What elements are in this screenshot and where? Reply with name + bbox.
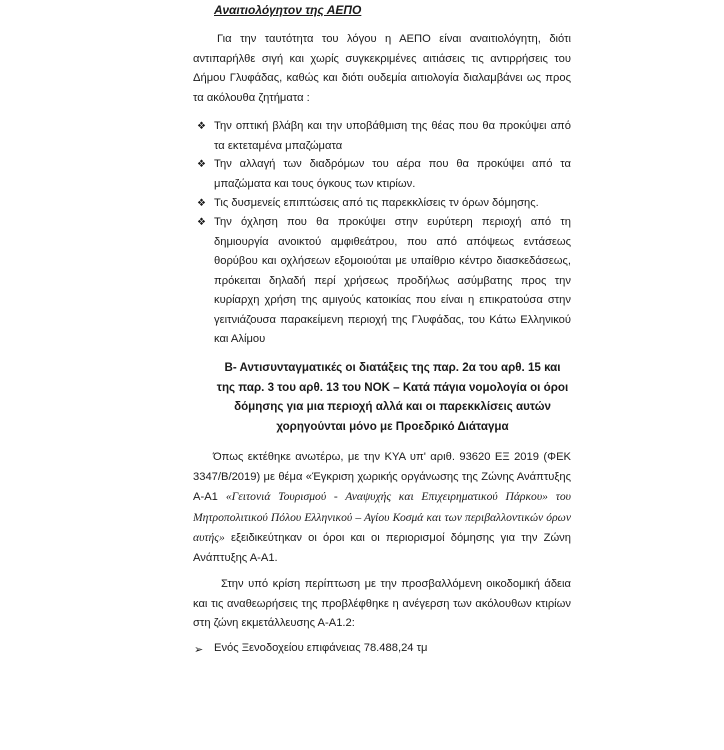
paragraph-kya-text-b: εξειδικεύτηκαν οι όροι και οι περιορισμοί δόμησης για την Ζώνη Ανάπτυξης Α-Α1. — [193, 532, 571, 564]
paragraph-kya — [193, 448, 571, 568]
intro-paragraph: Για την ταυτότητα του λόγου η ΑΕΠΟ είναι αναιτιολόγητη, διότι αντιπαρήλθε σιγή και χωρίς συγκεκριμένες αιτιάσεις τις αντιρρήσεις του Δήμου Γλυφάδας, καθώς και διότι ουδεμία αιτιολογία διαλαμβάνει ως προς τα ακόλουθα ζητήματα : — [193, 33, 571, 104]
bullet-marker-icon: ❖ — [197, 217, 206, 228]
paragraph-case: Στην υπό κρίση περίπτωση με την προσβαλλόμενη οικοδομική άδεια και τις αναθεωρήσεις της προβλέφθηκε η ανέγερση των ακόλουθων κτιρίων στη ζώνη εκμετάλλευσης Α-Α1.2: — [193, 578, 571, 629]
bullet-item — [197, 194, 571, 214]
section-heading: Αναιτιολόγητον της ΑΕΠΟ — [214, 3, 362, 17]
bullet-item — [197, 155, 571, 194]
bullet-text: Την όχληση που θα προκύψει στην ευρύτερη περιοχή από τη δημιουργία ανοικτού αμφιθεάτρου, που από απόψεως εντάσεως θορύβου και οχλήσεων εξομοιούται με υπαίθριο κέντρο διασκεδάσεως, πρόκειται δηλαδή περί χρήσεως προδήλως ασύμβατης προς την κυρίαρχη χρήση της αμιγούς κατοικίας που είναι η επικρατούσα στην γειτνιάζουσα παρακείμενη περιοχή της Γλυφάδας, του Κάτω Ελληνικού και Αλίμου — [214, 216, 571, 345]
bullet-marker-icon: ❖ — [197, 159, 206, 170]
bullet-marker-icon: ❖ — [197, 198, 206, 209]
bullet-item — [197, 117, 571, 156]
bullet-text: Την οπτική βλάβη και την υποβάθμιση της θέας που θα προκύψει από τα εκτεταμένα μπαζώματα — [214, 120, 571, 152]
section-b-heading: Β- Αντισυνταγματικές οι διατάξεις της παρ. 2α του αρθ. 15 και της παρ. 3 του αρθ. 13 του ΝΟΚ – Κατά πάγια νομολογία οι όροι δόμησης για μια περιοχή αλλά και οι παρεκκλίσεις αυτών χορηγούνται μόνο με Προεδρικό Διάταγμα — [216, 361, 569, 433]
list-item-hotel: Ενός Ξενοδοχείου επιφάνειας 78.488,24 τμ — [214, 642, 428, 654]
bullet-item — [197, 213, 571, 350]
bullet-text: Τις δυσμενείς επιπτώσεις από τις παρεκκλίσεις τν όρων δόμησης. — [214, 197, 539, 209]
arrow-bullet-icon: ➢ — [194, 644, 204, 656]
bullet-marker-icon: ❖ — [197, 121, 206, 132]
paragraph-kya-text-a: Όπως εκτέθηκε ανωτέρω, με την ΚΥΑ υπ' αριθ. 93620 ΕΞ 2019 (ΦΕΚ 3347/Β/2019) με θέμα «Έγκριση χωρικής οργάνωσης της Ζώνης Ανάπτυξης Α-Α1 — [193, 451, 571, 503]
paragraph-kya-italic: «Γειτονιά Τουρισμού - Αναψυχής και Επιχειρηματικού Πάρκου» του Μητροπολιτικού Πόλου Ελληνικού – Αγίου Κοσμά και των περιβαλλοντικών όρων αυτής» — [193, 490, 571, 544]
bullet-text: Την αλλαγή των διαδρόμων του αέρα που θα προκύψει από τα μπαζώματα και τους όγκους των κτιρίων. — [214, 158, 571, 190]
